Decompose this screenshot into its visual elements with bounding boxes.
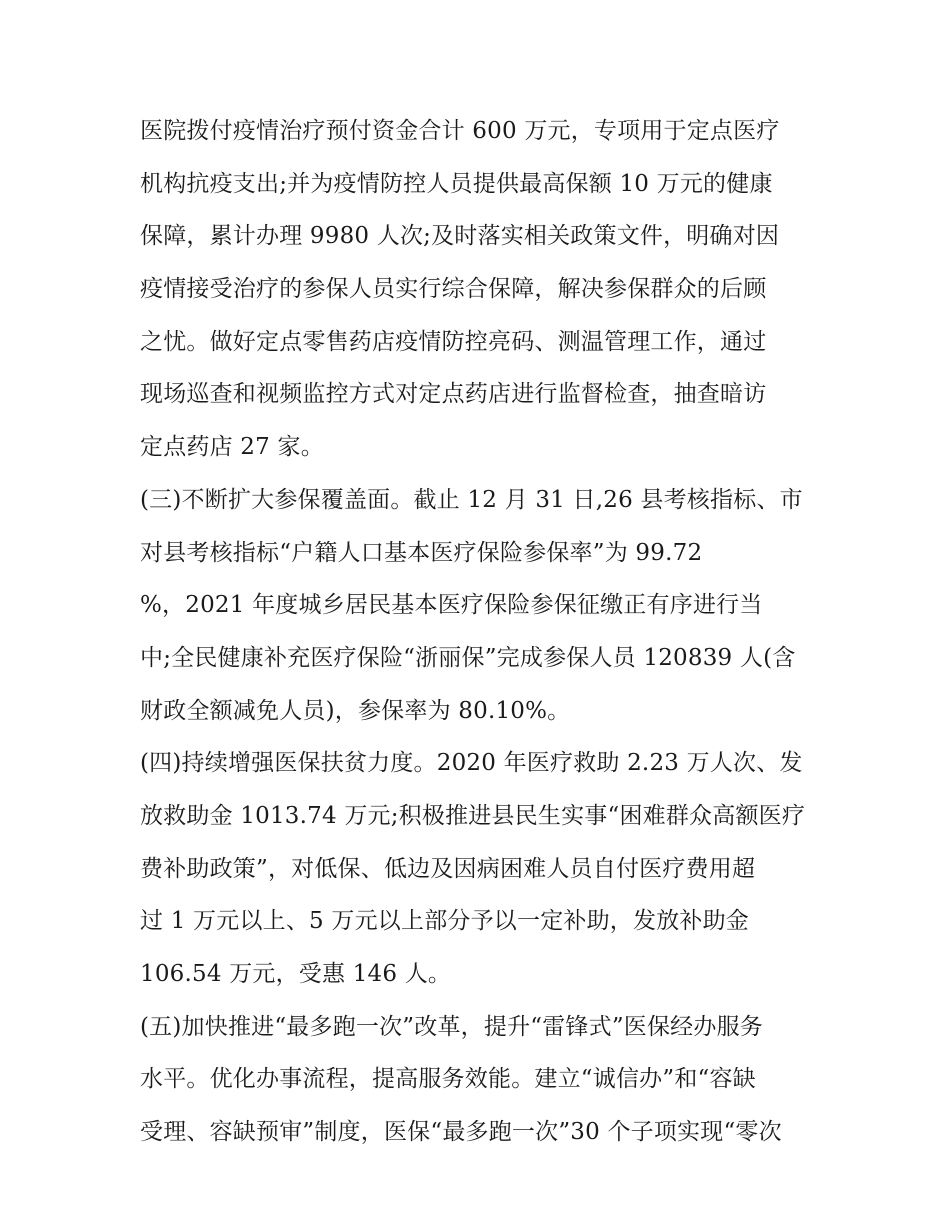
section-heading-line: (四)持续增强医保扶贫力度。2020 年医疗救助 2.23 万人次、发 [140,750,803,777]
text-line: 中;全民健康补充医疗保险“浙丽保”完成参保人员 120839 人(含 [140,644,796,671]
body-text [140,105,830,1159]
section-heading-line: (三)不断扩大参保覆盖面。截止 12 月 31 日,26 县考核指标、市 [140,486,803,513]
text-line: 机构抗疫支出;并为疫情防控人员提供最高保额 10 万元的健康 [140,170,773,197]
text-line: 放救助金 1013.74 万元;积极推进县民生实事“困难群众高额医疗 [140,802,806,829]
text-line: 对县考核指标“户籍人口基本医疗保险参保率”为 99.72 [140,539,703,566]
text-line: 疫情接受治疗的参保人员实行综合保障，解决参保群众的后顾 [140,276,767,303]
text-line: 106.54 万元，受惠 146 人。 [140,961,452,987]
text-line: 保障，累计办理 9980 人次;及时落实相关政策文件，明确对因 [140,223,780,250]
text-line: 定点药店 27 家。 [140,434,324,461]
section-heading-line: (五)加快推进“最多跑一次”改革，提升“雷锋式”医保经办服务 [140,1013,763,1040]
text-line: 现场巡查和视频监控方式对定点药店进行监督检查，抽查暗访 [140,381,767,408]
text-line: %，2021 年度城乡居民基本医疗保险参保征缴正有序进行当 [140,592,763,619]
text-line: 受理、容缺预审”制度，医保“最多跑一次”30 个子项实现“零次 [140,1119,782,1146]
text-line: 之忧。做好定点零售药店疫情防控亮码、测温管理工作，通过 [140,328,767,355]
text-line: 过 1 万元以上、5 万元以上部分予以一定补助，发放补助金 [140,908,749,935]
text-line: 财政全额减免人员)，参保率为 80.10%。 [140,697,571,724]
text-line: 医院拨付疫情治疗预付资金合计 600 万元，专项用于定点医疗 [140,118,780,144]
text-line: 水平。优化办事流程，提高服务效能。建立“诚信办”和“容缺 [140,1066,756,1093]
text-line: 费补助政策”，对低保、低边及因病困难人员自付医疗费用超 [140,855,756,882]
